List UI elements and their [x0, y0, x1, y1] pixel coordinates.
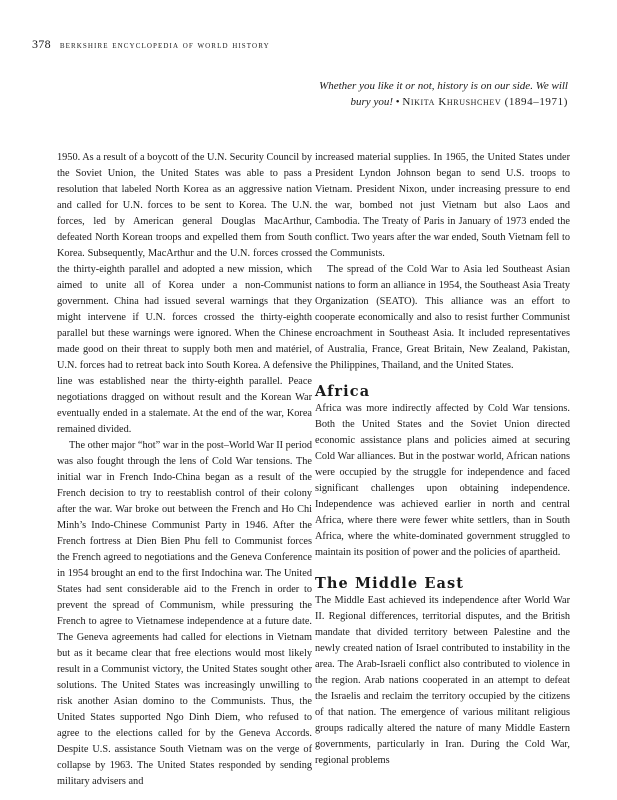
- page-number: 378: [32, 37, 51, 51]
- right-column: [315, 150, 570, 769]
- epigraph: [300, 78, 568, 110]
- epigraph-quote: Whether you like it or not, history is on our side. We will bury you!: [319, 80, 568, 108]
- epigraph-bullet: •: [395, 96, 400, 108]
- paragraph: The spread of the Cold War to Asia led Southeast Asian nations to form an alliance in 1954, the Southeast Asia Treaty Organization (SEATO). This alliance was an effort to cooperate economically and also to resist further Communist encroachment in Southeast Asia. It included representatives of Australia, France, Great Britain, New Zealand, Pakistan, the Philippines, Thailand, and the United States.: [315, 264, 570, 371]
- paragraph: The other major “hot” war in the post–World War II period was also fought through the lens of Cold War tensions. The initial war in French Indo-China began as a result of the French decision to try to reestablish control of their colony after the war. War broke out between the French and Ho Chi Minh’s Indo-Chinese Communist Party in 1946. After the French fortress at Dien Bien Phu fell to Communist forces the French agreed to negotiations and the Geneva Conference in 1954 brought an end to the first Indochina war. The United States had sent considerable aid to the French in order to prevent the spread of Communism, while pressuring the French to agree to Vietnamese independence at a future date. The Geneva agreements had called for elections in Vietnam but as it became clear that free elections would most likely result in a Communist victory, the United States sought other solutions. The United States was increasingly unwilling to risk another Asian domino to the Communists. Thus, the United States supported Ngo Dinh Diem, who refused to agree to the elections called for by the Geneva Accords. Despite U.S. assistance South Vietnam was on the verge of collapse by 1963. The United States responded by sending military advisers and: [57, 440, 312, 787]
- section-heading-middle-east: The Middle East: [315, 575, 465, 592]
- running-title: berkshire encyclopedia of world history: [59, 40, 270, 51]
- running-header: [32, 37, 592, 52]
- epigraph-attribution: Nikita Khrushchev (1894–1971): [402, 96, 568, 108]
- section-heading-africa: Africa: [315, 383, 371, 400]
- paragraph: increased material supplies. In 1965, the United States under President Lyndon Johnson began to send U.S. troops to Vietnam. President Nixon, under increasing pressure to end the war, bombed not just Vietnam but also Laos and Cambodia. The Treaty of Paris in January of 1973 ended the conflict. Two years after the war ended, South Vietnam fell to the Communists.: [315, 152, 570, 259]
- paragraph: The Middle East achieved its independence after World War II. Regional differences, territorial disputes, and the British mandate that divided territory between Palestine and the newly created nation of Israel contributed to instability in the area. The Arab-Israeli conflict also contributed to violence in the region. Arab nations cooperated in an attempt to defeat the Israelis and reclaim the territory occupied by the citizens of that nation. The emergence of various militant religious groups radically altered the nature of many Middle Eastern governments, particularly in Iran. During the Cold War, regional problems: [315, 595, 570, 766]
- paragraph: 1950. As a result of a boycott of the U.N. Security Council by the Soviet Union, the United States was able to pass a resolution that labeled North Korea as an aggressive nation and called for U.N. forces to be sent to Korea. The U.N. forces, led by American general Douglas MacArthur, defeated North Korean troops and expelled them from South Korea. Subsequently, MacArthur and the U.N. forces crossed the thirty-eighth parallel and adopted a new mission, which aimed to unite all of Korea under a non-Communist government. China had issued several warnings that they might intervene if U.N. forces crossed the thirty-eighth parallel but these warnings were ignored. When the Chinese made good on their threat to supply both men and matériel, U.N. forces had to retreat back into South Korea. A defensive line was established near the thirty-eighth parallel. Peace negotiations dragged on without result and the Korean War eventually ended in a stalemate. At the end of the war, Korea remained divided.: [57, 152, 312, 435]
- paragraph: Africa was more indirectly affected by Cold War tensions. Both the United States and the Soviet Union directed economic assistance plans and policies aimed at securing Cold War alliances. But in the postwar world, African nations were occupied by the struggle for independence and faced significant challenges upon obtaining independence. Independence was achieved earlier in north and central Africa, where there were fewer white settlers, than in South Africa, where the white-dominated government struggled to maintain its position of power and the policies of apartheid.: [315, 403, 570, 558]
- left-column: [57, 150, 312, 790]
